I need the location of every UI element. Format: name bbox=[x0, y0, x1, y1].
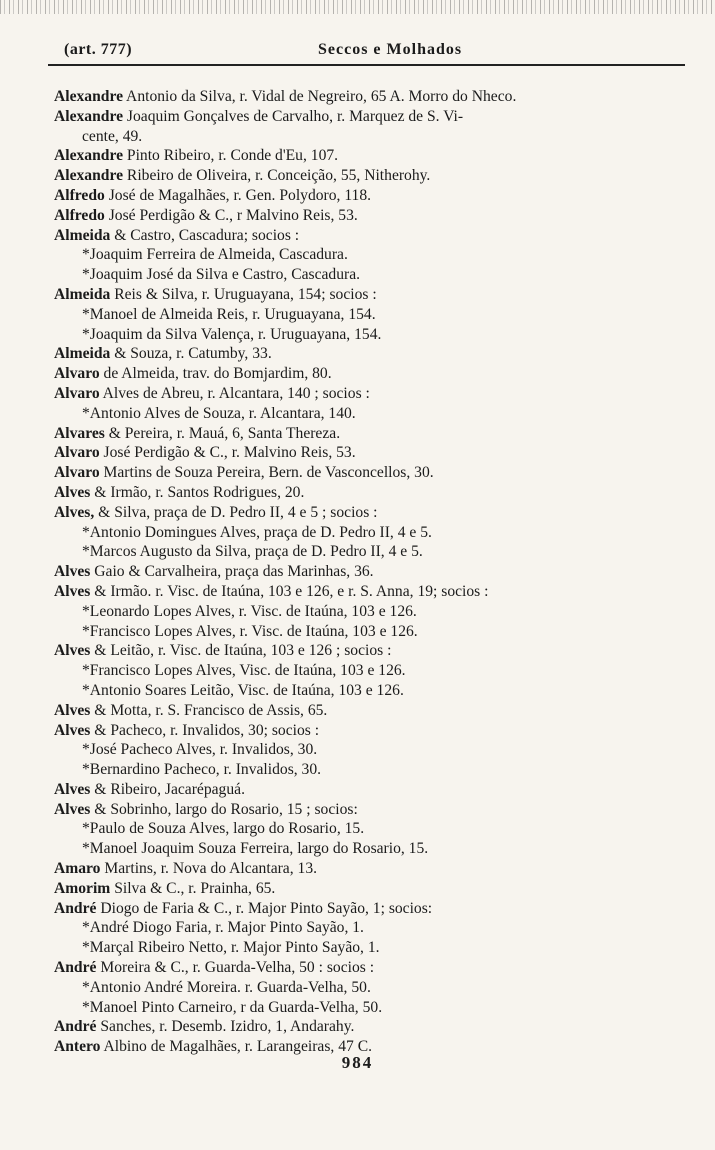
entry-text: *Paulo de Souza Alves, largo do Rosario, 15. bbox=[82, 820, 365, 838]
entry-name: Alexandre bbox=[54, 107, 124, 125]
firm-entry bbox=[54, 899, 694, 919]
entry-text: & Souza, r. Catumby, 33. bbox=[110, 345, 272, 363]
entry-text: *José Pacheco Alves, r. Invalidos, 30. bbox=[82, 741, 318, 759]
firm-entry bbox=[54, 701, 694, 721]
firm-entry bbox=[54, 87, 694, 107]
firm-entry bbox=[54, 226, 694, 246]
entry-name: Alves bbox=[54, 483, 91, 501]
entry-name: Alvaro bbox=[54, 444, 100, 462]
entry-text: cente, 49. bbox=[82, 127, 143, 145]
firm-entry bbox=[54, 206, 694, 226]
entry-text: *André Diogo Faria, r. Major Pinto Sayão, 1. bbox=[82, 919, 364, 937]
entry-name: Almeida bbox=[54, 226, 111, 244]
entry-text: Joaquim Gonçalves de Carvalho, r. Marquez de S. Vi- bbox=[123, 107, 464, 125]
entry-text: Martins, r. Nova do Alcantara, 13. bbox=[100, 860, 318, 878]
firm-entry bbox=[54, 582, 694, 602]
firm-entry bbox=[54, 503, 694, 523]
entry-name: André bbox=[54, 1018, 97, 1036]
entry-text: & Sobrinho, largo do Rosario, 15 ; socios: bbox=[90, 800, 358, 818]
partner-entry bbox=[54, 918, 694, 938]
entry-text: *Antonio André Moreira. r. Guarda-Velha, 50. bbox=[82, 978, 371, 996]
entry-text: Ribeiro de Oliveira, r. Conceição, 55, Nitherohy. bbox=[123, 167, 431, 185]
article-number: (art. 777) bbox=[64, 41, 133, 58]
entry-name: Alves bbox=[54, 780, 91, 798]
entry-name: Alves bbox=[54, 642, 91, 660]
entry-name: Amaro bbox=[54, 860, 101, 878]
entry-text: *Joaquim José da Silva e Castro, Cascadura. bbox=[82, 266, 361, 284]
entry-text: Albino de Magalhães, r. Larangeiras, 47 C. bbox=[100, 1038, 373, 1056]
entry-text: & Castro, Cascadura; socios : bbox=[110, 226, 300, 244]
entry-text: & Pacheco, r. Invalidos, 30; socios : bbox=[90, 721, 320, 739]
partner-entry bbox=[54, 523, 694, 543]
firm-entry bbox=[54, 483, 694, 503]
firm-entry bbox=[54, 364, 694, 384]
entry-text: *Leonardo Lopes Alves, r. Visc. de Itaúna, 103 e 126. bbox=[82, 602, 417, 620]
entry-text: *Joaquim da Silva Valença, r. Uruguayana, 154. bbox=[82, 325, 382, 343]
firm-entry bbox=[54, 1017, 694, 1037]
partner-entry bbox=[54, 998, 694, 1018]
entry-text: Alves de Abreu, r. Alcantara, 140 ; socios : bbox=[99, 384, 370, 402]
entry-text: José Perdigão & C., r. Malvino Reis, 53. bbox=[99, 444, 356, 462]
entry-text: & Leitão, r. Visc. de Itaúna, 103 e 126 ; socios : bbox=[90, 642, 392, 660]
partner-entry bbox=[54, 622, 694, 642]
partner-entry bbox=[54, 661, 694, 681]
partner-entry bbox=[54, 681, 694, 701]
entry-text: *Antonio Alves de Souza, r. Alcantara, 140. bbox=[82, 404, 356, 422]
firm-entry bbox=[54, 107, 694, 127]
entry-text: *Francisco Lopes Alves, Visc. de Itaúna, 103 e 126. bbox=[82, 662, 406, 680]
entry-name: Amorim bbox=[54, 879, 111, 897]
firm-entry bbox=[54, 562, 694, 582]
entry-text: *Marçal Ribeiro Netto, r. Major Pinto Sayão, 1. bbox=[82, 939, 380, 957]
entry-text: & Ribeiro, Jacarépaguá. bbox=[90, 780, 245, 798]
entry-text: de Almeida, trav. do Bomjardim, 80. bbox=[99, 365, 332, 383]
entry-name: Alexandre bbox=[54, 147, 124, 165]
entry-text: *Antonio Soares Leitão, Visc. de Itaúna, 103 e 126. bbox=[82, 681, 404, 699]
partner-entry bbox=[54, 602, 694, 622]
firm-entry bbox=[54, 958, 694, 978]
entry-name: Antero bbox=[54, 1038, 101, 1056]
firm-entry bbox=[54, 463, 694, 483]
partner-entry bbox=[54, 819, 694, 839]
entry-name: Almeida bbox=[54, 345, 111, 363]
entry-text: & Motta, r. S. Francisco de Assis, 65. bbox=[90, 701, 328, 719]
section-title: Seccos e Molhados bbox=[318, 41, 463, 58]
page-number: 984 bbox=[341, 1053, 374, 1072]
entry-name: Alfredo bbox=[54, 186, 105, 204]
page-header bbox=[48, 38, 685, 66]
entry-name: Alexandre bbox=[54, 167, 124, 185]
firm-entry bbox=[54, 721, 694, 741]
entry-name: Alfredo bbox=[54, 206, 105, 224]
partner-entry bbox=[54, 325, 694, 345]
partner-entry bbox=[54, 245, 694, 265]
partner-entry bbox=[54, 740, 694, 760]
firm-entry bbox=[54, 443, 694, 463]
partner-entry bbox=[54, 265, 694, 285]
entry-text: José Perdigão & C., r Malvino Reis, 53. bbox=[104, 206, 358, 224]
entry-text: *Francisco Lopes Alves, r. Visc. de Itaúna, 103 e 126. bbox=[82, 622, 418, 640]
firm-entry bbox=[54, 166, 694, 186]
entry-name: Alvares bbox=[54, 424, 105, 442]
entry-text: Gaio & Carvalheira, praça das Marinhas, 36. bbox=[90, 563, 374, 581]
entry-text: Silva & C., r. Prainha, 65. bbox=[110, 879, 276, 897]
entry-text: Moreira & C., r. Guarda-Velha, 50 : socios : bbox=[96, 959, 375, 977]
partner-entry bbox=[54, 305, 694, 325]
entry-text: Reis & Silva, r. Uruguayana, 154; socios : bbox=[110, 285, 377, 303]
entry-text: Antonio da Silva, r. Vidal de Negreiro, 65 A. Morro do Nheco. bbox=[123, 88, 517, 105]
entry-text: Pinto Ribeiro, r. Conde d'Eu, 107. bbox=[123, 147, 339, 165]
partner-entry bbox=[54, 404, 694, 424]
entry-name: Alvaro bbox=[54, 464, 100, 482]
entry-continuation bbox=[54, 127, 694, 147]
entry-text: *Antonio Domingues Alves, praça de D. Pedro II, 4 e 5. bbox=[82, 523, 432, 541]
firm-entry bbox=[54, 344, 694, 364]
firm-entry bbox=[54, 800, 694, 820]
entry-text: *Bernardino Pacheco, r. Invalidos, 30. bbox=[82, 761, 322, 779]
entry-name: Alves, bbox=[54, 503, 95, 521]
entry-name: André bbox=[54, 899, 97, 917]
partner-entry bbox=[54, 760, 694, 780]
directory-entries bbox=[54, 87, 694, 1057]
entry-name: Alves bbox=[54, 582, 91, 600]
firm-entry bbox=[54, 879, 694, 899]
page-edge-noise bbox=[0, 0, 715, 14]
entry-text: Martins de Souza Pereira, Bern. de Vasconcellos, 30. bbox=[99, 464, 434, 482]
entry-name: Alvaro bbox=[54, 365, 100, 383]
entry-text: José de Magalhães, r. Gen. Polydoro, 118. bbox=[104, 186, 372, 204]
entry-name: André bbox=[54, 959, 97, 977]
partner-entry bbox=[54, 839, 694, 859]
firm-entry bbox=[54, 859, 694, 879]
entry-text: *Joaquim Ferreira de Almeida, Cascadura. bbox=[82, 246, 348, 264]
entry-name: Alves bbox=[54, 701, 91, 719]
entry-name: Alves bbox=[54, 721, 91, 739]
entry-name: Alexandre bbox=[54, 88, 124, 105]
firm-entry bbox=[54, 424, 694, 444]
firm-entry bbox=[54, 285, 694, 305]
entry-text: Diogo de Faria & C., r. Major Pinto Sayão, 1; socios: bbox=[96, 899, 433, 917]
entry-text: *Manoel Joaquim Souza Ferreira, largo do Rosario, 15. bbox=[82, 840, 429, 858]
firm-entry bbox=[54, 146, 694, 166]
partner-entry bbox=[54, 542, 694, 562]
entry-text: *Manoel Pinto Carneiro, r da Guarda-Velha, 50. bbox=[82, 998, 383, 1016]
firm-entry bbox=[54, 384, 694, 404]
entry-text: *Marcos Augusto da Silva, praça de D. Pedro II, 4 e 5. bbox=[82, 543, 423, 561]
firm-entry bbox=[54, 780, 694, 800]
entry-name: Alves bbox=[54, 800, 91, 818]
entry-name: Alvaro bbox=[54, 384, 100, 402]
entry-text: Sanches, r. Desemb. Izidro, 1, Andarahy. bbox=[96, 1018, 355, 1036]
entry-name: Almeida bbox=[54, 285, 111, 303]
partner-entry bbox=[54, 938, 694, 958]
entry-text: & Pereira, r. Mauá, 6, Santa Thereza. bbox=[104, 424, 341, 442]
firm-entry bbox=[54, 641, 694, 661]
entry-text: & Irmão. r. Visc. de Itaúna, 103 e 126, e r. S. Anna, 19; socios : bbox=[90, 582, 489, 600]
entry-name: Alves bbox=[54, 563, 91, 581]
entry-text: *Manoel de Almeida Reis, r. Uruguayana, 154. bbox=[82, 305, 376, 323]
firm-entry bbox=[54, 186, 694, 206]
entry-text: & Silva, praça de D. Pedro II, 4 e 5 ; socios : bbox=[94, 503, 378, 521]
entry-text: & Irmão, r. Santos Rodrigues, 20. bbox=[90, 483, 305, 501]
partner-entry bbox=[54, 978, 694, 998]
